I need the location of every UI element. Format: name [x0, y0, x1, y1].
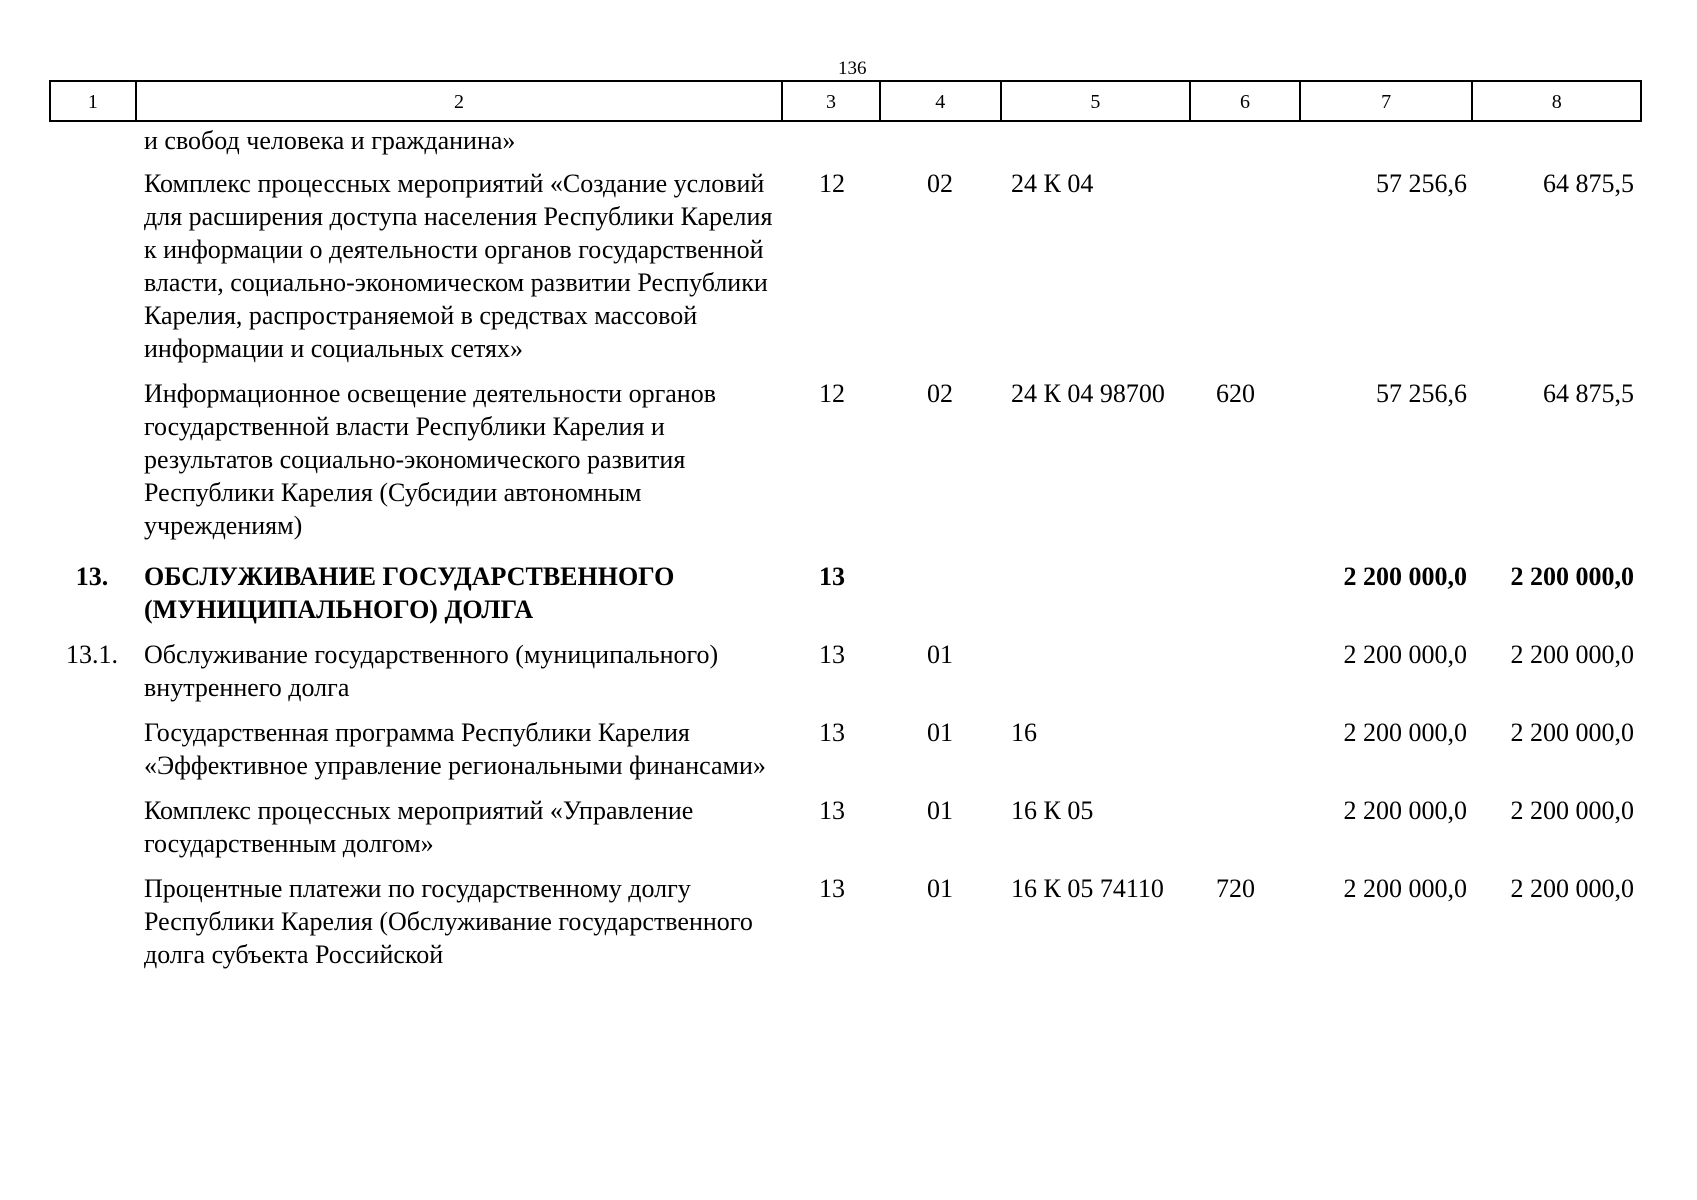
row-section-cell: 12: [819, 379, 845, 408]
header-col-5: 5: [1002, 82, 1192, 120]
row-subsection-cell: 02: [927, 379, 953, 408]
table-body: [49, 124, 1642, 971]
row-subsection-cell: 01: [927, 796, 953, 825]
header-col-1: 1: [51, 82, 137, 120]
row-target-article-cell: [1002, 560, 1192, 626]
row-subsection-cell: [881, 124, 1002, 157]
row-amount-col8-cell: 2 200 000,0: [1510, 874, 1634, 903]
row-amount-col8-cell: 2 200 000,0: [1510, 718, 1634, 747]
row-target-article-cell: 16 К 05 74110: [1011, 874, 1164, 903]
row-target-article-cell: 24 К 04: [1011, 169, 1094, 198]
row-amount-col8-cell: 64 875,5: [1543, 379, 1634, 408]
row-amount-col8-cell: 2 200 000,0: [1510, 796, 1634, 825]
header-col-3: 3: [783, 82, 881, 120]
row-name-cell: Процентные платежи по государственному долгу Республики Карелия (Обслуживание государственного долга субъекта Российской: [144, 874, 753, 969]
table-row: [49, 167, 1642, 365]
row-expense-type-cell: [1192, 560, 1302, 626]
row-section-cell: 13: [819, 718, 845, 747]
row-number-cell: [49, 167, 135, 365]
row-number-cell: [49, 872, 135, 971]
row-expense-type-cell: 620: [1216, 379, 1255, 408]
row-name-cell: Обслуживание государственного (муниципального) внутреннего долга: [144, 640, 719, 702]
header-col-8: 8: [1551, 91, 1562, 113]
row-expense-type-cell: [1192, 794, 1302, 860]
row-amount-col7-cell: 2 200 000,0: [1343, 562, 1467, 591]
row-name-cell: Комплекс процессных мероприятий «Создание условий для расширения доступа населения Республики Карелия к информации о деятельности органов государственной власти, социально-экономическом развитии Республики Карелия, распространяемой в средствах массовой информации и социальных сетях»: [144, 169, 773, 363]
row-expense-type-cell: [1192, 167, 1302, 365]
row-name-cell: и свобод человека и гражданина»: [144, 126, 516, 155]
row-subsection-cell: [881, 560, 1002, 626]
header-col-7: 7: [1301, 82, 1474, 120]
header-col-4: 4: [881, 82, 1002, 120]
row-section-cell: 13: [819, 874, 845, 903]
row-amount-col7-cell: 2 200 000,0: [1343, 640, 1467, 669]
row-section-cell: 13: [819, 640, 845, 669]
table-row: [49, 716, 1642, 782]
row-amount-col7-cell: 2 200 000,0: [1343, 718, 1467, 747]
table-row: [49, 794, 1642, 860]
row-amount-col7-cell: 2 200 000,0: [1343, 796, 1467, 825]
table-row: [49, 377, 1642, 542]
row-name-cell: ОБСЛУЖИВАНИЕ ГОСУДАРСТВЕННОГО (МУНИЦИПАЛЬНОГО) ДОЛГА: [144, 562, 675, 624]
row-amount-col7-cell: [1302, 124, 1475, 157]
row-amount-col8-cell: 2 200 000,0: [1510, 640, 1634, 669]
table-header-row: [49, 80, 1642, 122]
row-target-article-cell: [1002, 638, 1192, 704]
row-number-cell: [49, 377, 135, 542]
row-expense-type-cell: [1192, 638, 1302, 704]
row-amount-col8-cell: [1475, 124, 1642, 157]
budget-table: [49, 80, 1642, 971]
row-name-cell: Информационное освещение деятельности органов государственной власти Республики Карелия и результатов социально-экономического развития Республики Карелия (Субсидии автономным учреждениям): [144, 379, 716, 540]
row-amount-col7-cell: 2 200 000,0: [1343, 874, 1467, 903]
row-subsection-cell: 02: [927, 169, 953, 198]
header-col-2: 2: [137, 82, 783, 120]
page-number-text: 136: [838, 58, 867, 79]
row-subsection-cell: 01: [927, 718, 953, 747]
row-number-cell: 13.1.: [66, 640, 118, 669]
row-expense-type-cell: 720: [1216, 874, 1255, 903]
row-amount-col8-cell: 2 200 000,0: [1510, 562, 1634, 591]
row-expense-type-cell: [1192, 124, 1302, 157]
table-row: [49, 560, 1642, 626]
row-section-cell: 13: [819, 796, 845, 825]
row-target-article-cell: 16: [1011, 718, 1037, 747]
row-section-cell: [783, 124, 881, 157]
header-col-6: 6: [1191, 82, 1301, 120]
row-number-cell: [49, 794, 135, 860]
row-amount-col7-cell: 57 256,6: [1376, 169, 1467, 198]
row-name-cell: Государственная программа Республики Карелия «Эффективное управление региональными финансами»: [144, 718, 766, 780]
table-row: [49, 638, 1642, 704]
row-target-article-cell: 16 К 05: [1011, 796, 1094, 825]
table-row: [49, 872, 1642, 971]
row-subsection-cell: 01: [927, 874, 953, 903]
row-amount-col7-cell: 57 256,6: [1376, 379, 1467, 408]
row-section-cell: 13: [819, 562, 845, 591]
row-name-cell: Комплекс процессных мероприятий «Управление государственным долгом»: [144, 796, 694, 858]
row-expense-type-cell: [1192, 716, 1302, 782]
row-section-cell: 12: [819, 169, 845, 198]
row-number-cell: 13.: [75, 562, 109, 591]
row-target-article-cell: [1002, 124, 1192, 157]
table-row: [49, 124, 1642, 157]
row-amount-col8-cell: 64 875,5: [1543, 169, 1634, 198]
row-number-cell: [49, 716, 135, 782]
row-number-cell: [49, 124, 135, 157]
row-target-article-cell: 24 К 04 98700: [1011, 379, 1165, 408]
row-subsection-cell: 01: [927, 640, 953, 669]
